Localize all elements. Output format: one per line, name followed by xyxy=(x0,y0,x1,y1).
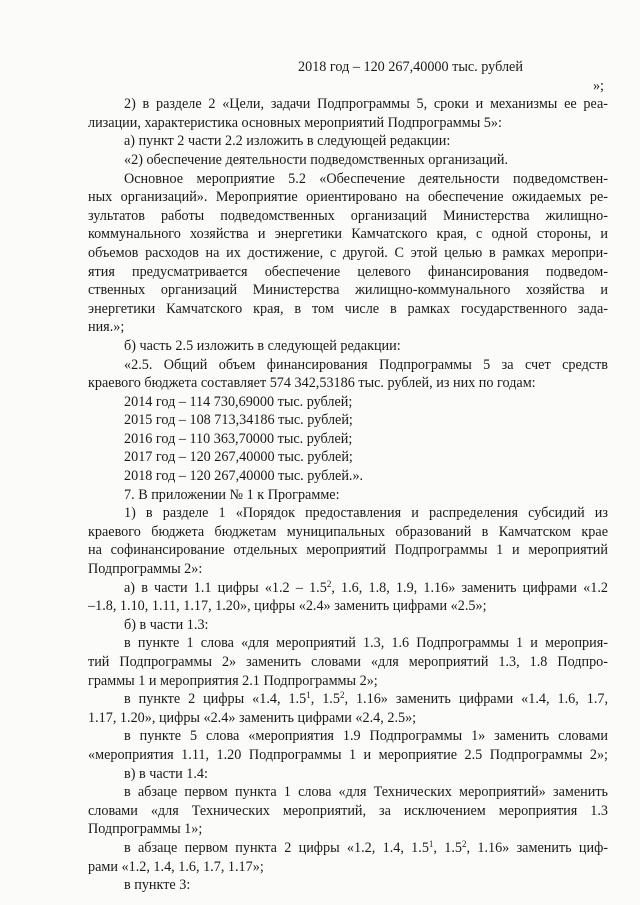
closing-quote: »; xyxy=(592,77,604,94)
year-line: 2014 год – 114 730,69000 тыс. рублей; xyxy=(124,393,353,410)
paragraph-line: а) в части 1.1 цифры «$1.2 - 1.5^2$, 1.6, 1.8, 1.9, 1.16» заменить цифрами «1.2 xyxy=(124,578,608,596)
paragraph-line: 2) в разделе 2 «Цели, задачи Подпрограммы 5, сроки и механизмы ее реа- xyxy=(124,96,608,113)
paragraph-line: 1.17, 1.20», цифры «2.4» заменить цифрами «2.4, 2.5»; xyxy=(88,709,417,726)
paragraph-line: на софинансирование отдельных мероприятий Подпрограммы 1 и мероприятий xyxy=(88,542,608,559)
paragraph-line: граммы 1 и мероприятия 2.1 Подпрограммы 2»; xyxy=(88,672,378,689)
year-line: 2015 год – 108 713,34186 тыс. рублей; xyxy=(124,412,353,429)
paragraph-line: б) часть 2.5 изложить в следующей редакции: xyxy=(124,337,401,354)
paragraph-line: в абзаце первом пункта 2 цифры «1.2, 1.4, $1.5^1$, $1.5^2$, 1.16» заменить циф- xyxy=(124,838,608,856)
paragraph-line: в пункте 1 слова «для мероприятий 1.3, 1.6 Подпрограммы 1 и мероприя- xyxy=(124,635,608,652)
paragraph-line: словами «для Технических мероприятий, за исключением мероприятия 1.3 xyxy=(88,802,608,819)
paragraph-line: Подпрограммы 2»: xyxy=(88,561,203,578)
paragraph-line: краевого бюджета составляет 574 342,53186 тыс. рублей, из них по годам: xyxy=(88,375,536,392)
paragraph-line: б) в части 1.3: xyxy=(124,616,209,633)
paragraph-line: коммунального хозяйства и энергетики Камчатского края, с одной стороны, и xyxy=(88,226,608,243)
year-line: 2018 год – 120 267,40000 тыс. рублей.». xyxy=(124,468,364,485)
paragraph-line: в) в части 1.4: xyxy=(124,765,208,782)
paragraph-line: Подпрограммы 1»; xyxy=(88,821,203,838)
document-page xyxy=(88,58,608,895)
paragraph-line: –1.8, 1.10, 1.11, 1.17, 1.20», цифры «2.4» заменить цифрами «2.5»; xyxy=(88,598,487,615)
year-line-2018-top: 2018 год – 120 267,40000 тыс. рублей xyxy=(298,59,523,75)
paragraph-line: «2) обеспечение деятельности подведомственных организаций. xyxy=(124,151,509,168)
paragraph-line: в пункте 2 цифры «1.4, $1.5^1$, $1.5^2$, 1.16» заменить цифрами «1.4, 1.6, 1.7, xyxy=(124,690,609,708)
paragraph-line: «мероприятия 1.11, 1.20 Подпрограммы 1 и мероприятие 2.5 Подпрограммы 2»; xyxy=(88,746,608,763)
paragraph-line: 7. В приложении № 1 к Программе: xyxy=(124,486,340,503)
paragraph-line: зультатов работы подведомственных организаций Министерства жилищно- xyxy=(88,207,608,224)
paragraph-line: лизации, характеристика основных мероприятий Подпрограммы 5»: xyxy=(88,114,502,131)
paragraph-line: рами «1.2, 1.4, 1.6, 1.7, 1.17»; xyxy=(88,858,264,875)
paragraph-line: ятия предусматривается обеспечение целевого финансирования подведом- xyxy=(88,263,608,280)
year-line: 2016 год – 110 363,70000 тыс. рублей; xyxy=(124,430,353,447)
paragraph-line: энергетики Камчатского края, в том числе в рамках государственного зада- xyxy=(88,300,608,317)
year-line: 2017 год – 120 267,40000 тыс. рублей; xyxy=(124,449,353,466)
paragraph-line: в абзаце первом пункта 1 слова «для Технических мероприятий» заменить xyxy=(124,784,608,801)
paragraph-line: «2.5. Общий объем финансирования Подпрограммы 5 за счет средств xyxy=(124,356,608,373)
paragraph-line: Основное мероприятие 5.2 «Обеспечение деятельности подведомствен- xyxy=(124,170,608,187)
paragraph-line: объемов расходов на их достижение, с другой. С этой целью в рамках меропри- xyxy=(88,244,608,261)
paragraph-line: 1) в разделе 1 «Порядок предоставления и распределения субсидий из xyxy=(124,505,608,522)
paragraph-line: а) пункт 2 части 2.2 изложить в следующей редакции: xyxy=(124,133,451,150)
paragraph-line: тий Подпрограммы 2» заменить словами «для мероприятий 1.3, 1.8 Подпро- xyxy=(88,654,608,670)
paragraph-line: ных организаций». Мероприятие ориентировано на обеспечение ожидаемых ре- xyxy=(88,189,608,206)
paragraph-line: ния.»; xyxy=(88,319,125,336)
paragraph-line: ственных организаций Министерства жилищно-коммунального хозяйства и xyxy=(88,282,608,299)
paragraph-line: краевого бюджета бюджетам муниципальных образований в Камчатском крае xyxy=(88,523,608,540)
paragraph-line: в пункте 3: xyxy=(124,877,191,894)
paragraph-line: в пункте 5 слова «мероприятия 1.9 Подпрограммы 1» заменить словами xyxy=(124,728,608,745)
